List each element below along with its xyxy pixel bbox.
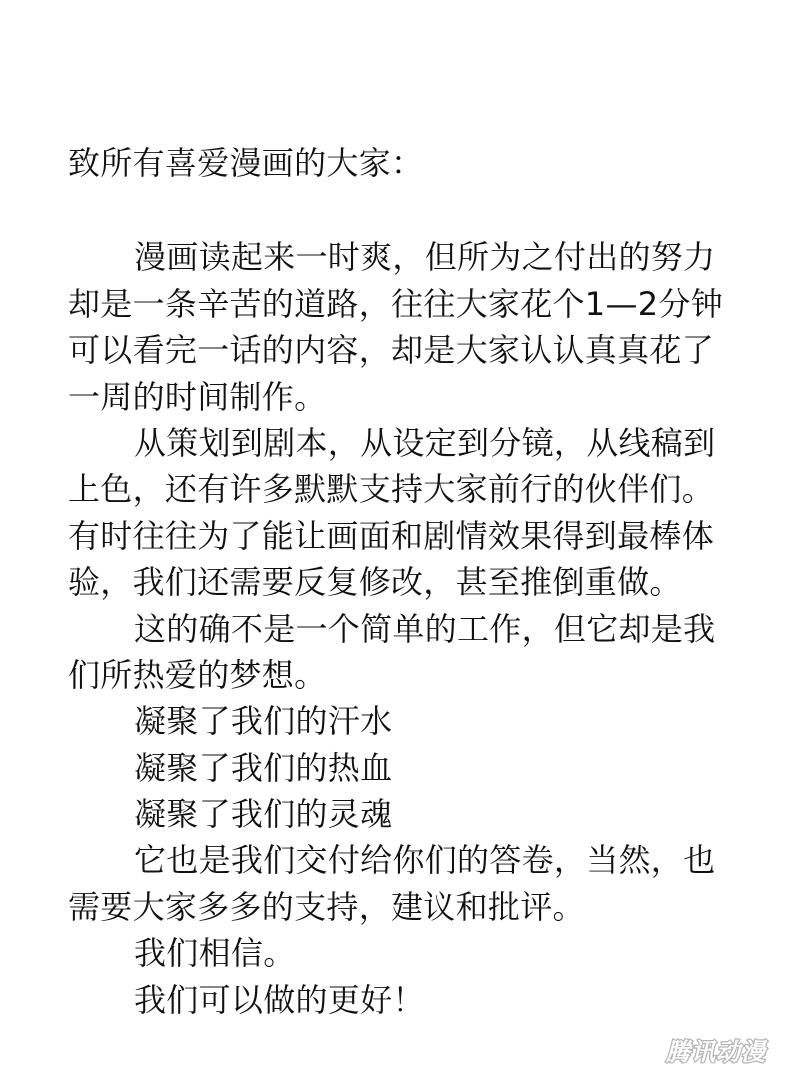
watermark-logo	[654, 1034, 778, 1068]
watermark-text: 腾讯动漫	[666, 1038, 766, 1066]
letter-line: 有时往往为了能让画面和剧情效果得到最棒体	[68, 516, 715, 555]
letter-line: 却是一条辛苦的道路，往往大家花个1—2分钟	[68, 284, 724, 323]
letter-greeting: 致所有喜爱漫画的大家：	[68, 144, 424, 182]
letter-line: 需要大家多多的支持，建议和批评。	[68, 887, 585, 926]
letter-line: 一周的时间制作。	[68, 377, 327, 416]
letter-line: 我们可以做的更好！	[134, 980, 425, 1019]
watermark-logo-graphic	[654, 1034, 778, 1068]
letter-line: 可以看完一话的内容，却是大家认认真真花了	[68, 331, 715, 370]
letter-line: 它也是我们交付给你们的答卷，当然，也	[134, 841, 716, 880]
letter-line: 凝聚了我们的热血	[134, 748, 393, 787]
letter-line: 上色，还有许多默默支持大家前行的伙伴们。	[68, 470, 715, 509]
letter-paragraphs	[68, 234, 738, 1023]
letter-line: 我们相信。	[134, 934, 296, 973]
letter-line: 从策划到剧本，从设定到分镜，从线稿到	[134, 423, 716, 462]
letter-line: 验，我们还需要反复修改，甚至推倒重做。	[68, 563, 682, 602]
letter-line: 们所热爱的梦想。	[68, 655, 327, 694]
letter-line: 这的确不是一个简单的工作，但它却是我	[134, 609, 716, 648]
letter-line: 漫画读起来一时爽，但所为之付出的努力	[134, 238, 716, 277]
letter-body	[68, 140, 738, 1023]
letter-line: 凝聚了我们的灵魂	[134, 795, 393, 834]
letter-line: 凝聚了我们的汗水	[134, 702, 393, 741]
